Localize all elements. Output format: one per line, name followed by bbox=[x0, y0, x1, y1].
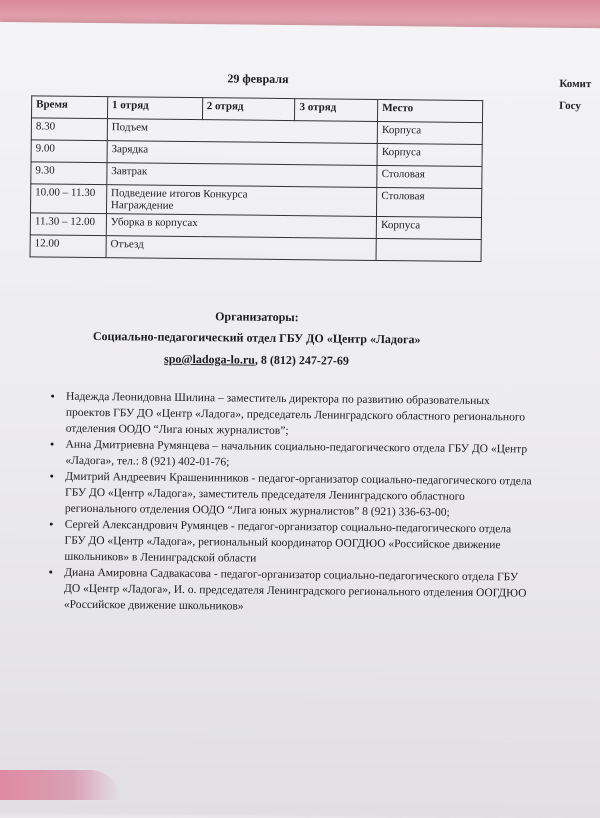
list-item: • Надежда Леонидовна Шилина – заместитель директора по развитию образовательных проектов ГБУ ДО «Центр «Ладога», председатель Ленинградского областного регионального отделения ООДО “Лига юных журналистов”; bbox=[64, 389, 534, 442]
cell-activity bbox=[106, 185, 377, 217]
cell-time: 11.30 – 12.00 bbox=[30, 213, 106, 236]
side-fragment-1: Комит bbox=[559, 77, 592, 91]
document-page bbox=[0, 22, 600, 818]
cell-activity: Завтрак bbox=[107, 163, 378, 188]
organizers-email-link[interactable]: spo@ladoga-lo.ru bbox=[163, 351, 255, 367]
header-squad-1: 1 отряд bbox=[107, 97, 202, 120]
organizers-list bbox=[32, 388, 534, 617]
table-row bbox=[30, 235, 481, 262]
table-row bbox=[31, 184, 482, 218]
cell-activity: Зарядка bbox=[107, 141, 378, 166]
cell-activity: Отъезд bbox=[106, 236, 377, 261]
list-item: • Диана Амировна Садвакасова - педагог-организатор социально-педагогического отдела ГБУ ДО «Центр «Ладога», И. о. председателя Ленинградского регионального отделения ООГДЮО «Российское движение школьников» bbox=[62, 565, 532, 618]
cell-time: 12.00 bbox=[30, 235, 106, 258]
cell-place: Корпуса bbox=[376, 216, 481, 239]
cell-time: 9.00 bbox=[31, 140, 107, 163]
schedule-table bbox=[30, 95, 484, 262]
cell-place: Корпуса bbox=[377, 121, 482, 144]
header-squad-3: 3 отряд bbox=[295, 99, 378, 122]
header-squad-2: 2 отряд bbox=[202, 98, 295, 121]
cell-time: 9.30 bbox=[31, 162, 107, 185]
organizers-phone: , 8 (812) 247-27-69 bbox=[254, 352, 349, 368]
cell-place: Столовая bbox=[377, 187, 482, 217]
cell-activity: Подъем bbox=[107, 119, 378, 144]
cell-activity: Уборка в корпусах bbox=[106, 214, 377, 239]
list-item: • Анна Дмитриевна Румянцева – начальник социально-педагогического отдела ГБУ ДО «Центр «Ладога», тел.: 8 (921) 402-01-76; bbox=[63, 437, 533, 474]
list-item: • Сергей Александрович Румянцев - педагог-организатор социально-педагогического отдела ГБУ ДО «Центр «Ладога», региональный координатор ООГДЮО «Российское движение школьников» в Ленинградской области bbox=[62, 517, 532, 570]
cell-time: 10.00 – 11.30 bbox=[31, 184, 107, 214]
cell-activity-line-2: Награждение bbox=[110, 199, 174, 212]
header-time: Время bbox=[31, 96, 107, 119]
organizers-contact bbox=[0, 350, 517, 370]
cell-place bbox=[376, 238, 481, 261]
cell-time: 8.30 bbox=[31, 118, 107, 141]
organizers-department: Социально-педагогический отдел ГБУ ДО «Центр «Ладога» bbox=[92, 328, 421, 347]
cell-place: Столовая bbox=[377, 165, 482, 188]
side-fragment-2: Госу bbox=[559, 99, 581, 113]
cell-place: Корпуса bbox=[377, 143, 482, 166]
cell-activity-line-1: Подведение итогов Конкурса bbox=[110, 187, 248, 201]
list-item: • Дмитрий Андреевич Крашенинников - педагог-организатор социально-педагогического отдела ГБУ ДО «Центр «Ладога», заместитель председателя Ленинградского областного регионального отделения ООДО “Лига юных журналистов” 8 (921) 336-63-00; bbox=[63, 469, 533, 522]
fabric-background-bottom bbox=[0, 770, 120, 800]
organizers-title: Организаторы: bbox=[215, 309, 299, 325]
schedule-date: 29 февраля bbox=[227, 71, 289, 87]
header-place: Место bbox=[378, 99, 483, 122]
